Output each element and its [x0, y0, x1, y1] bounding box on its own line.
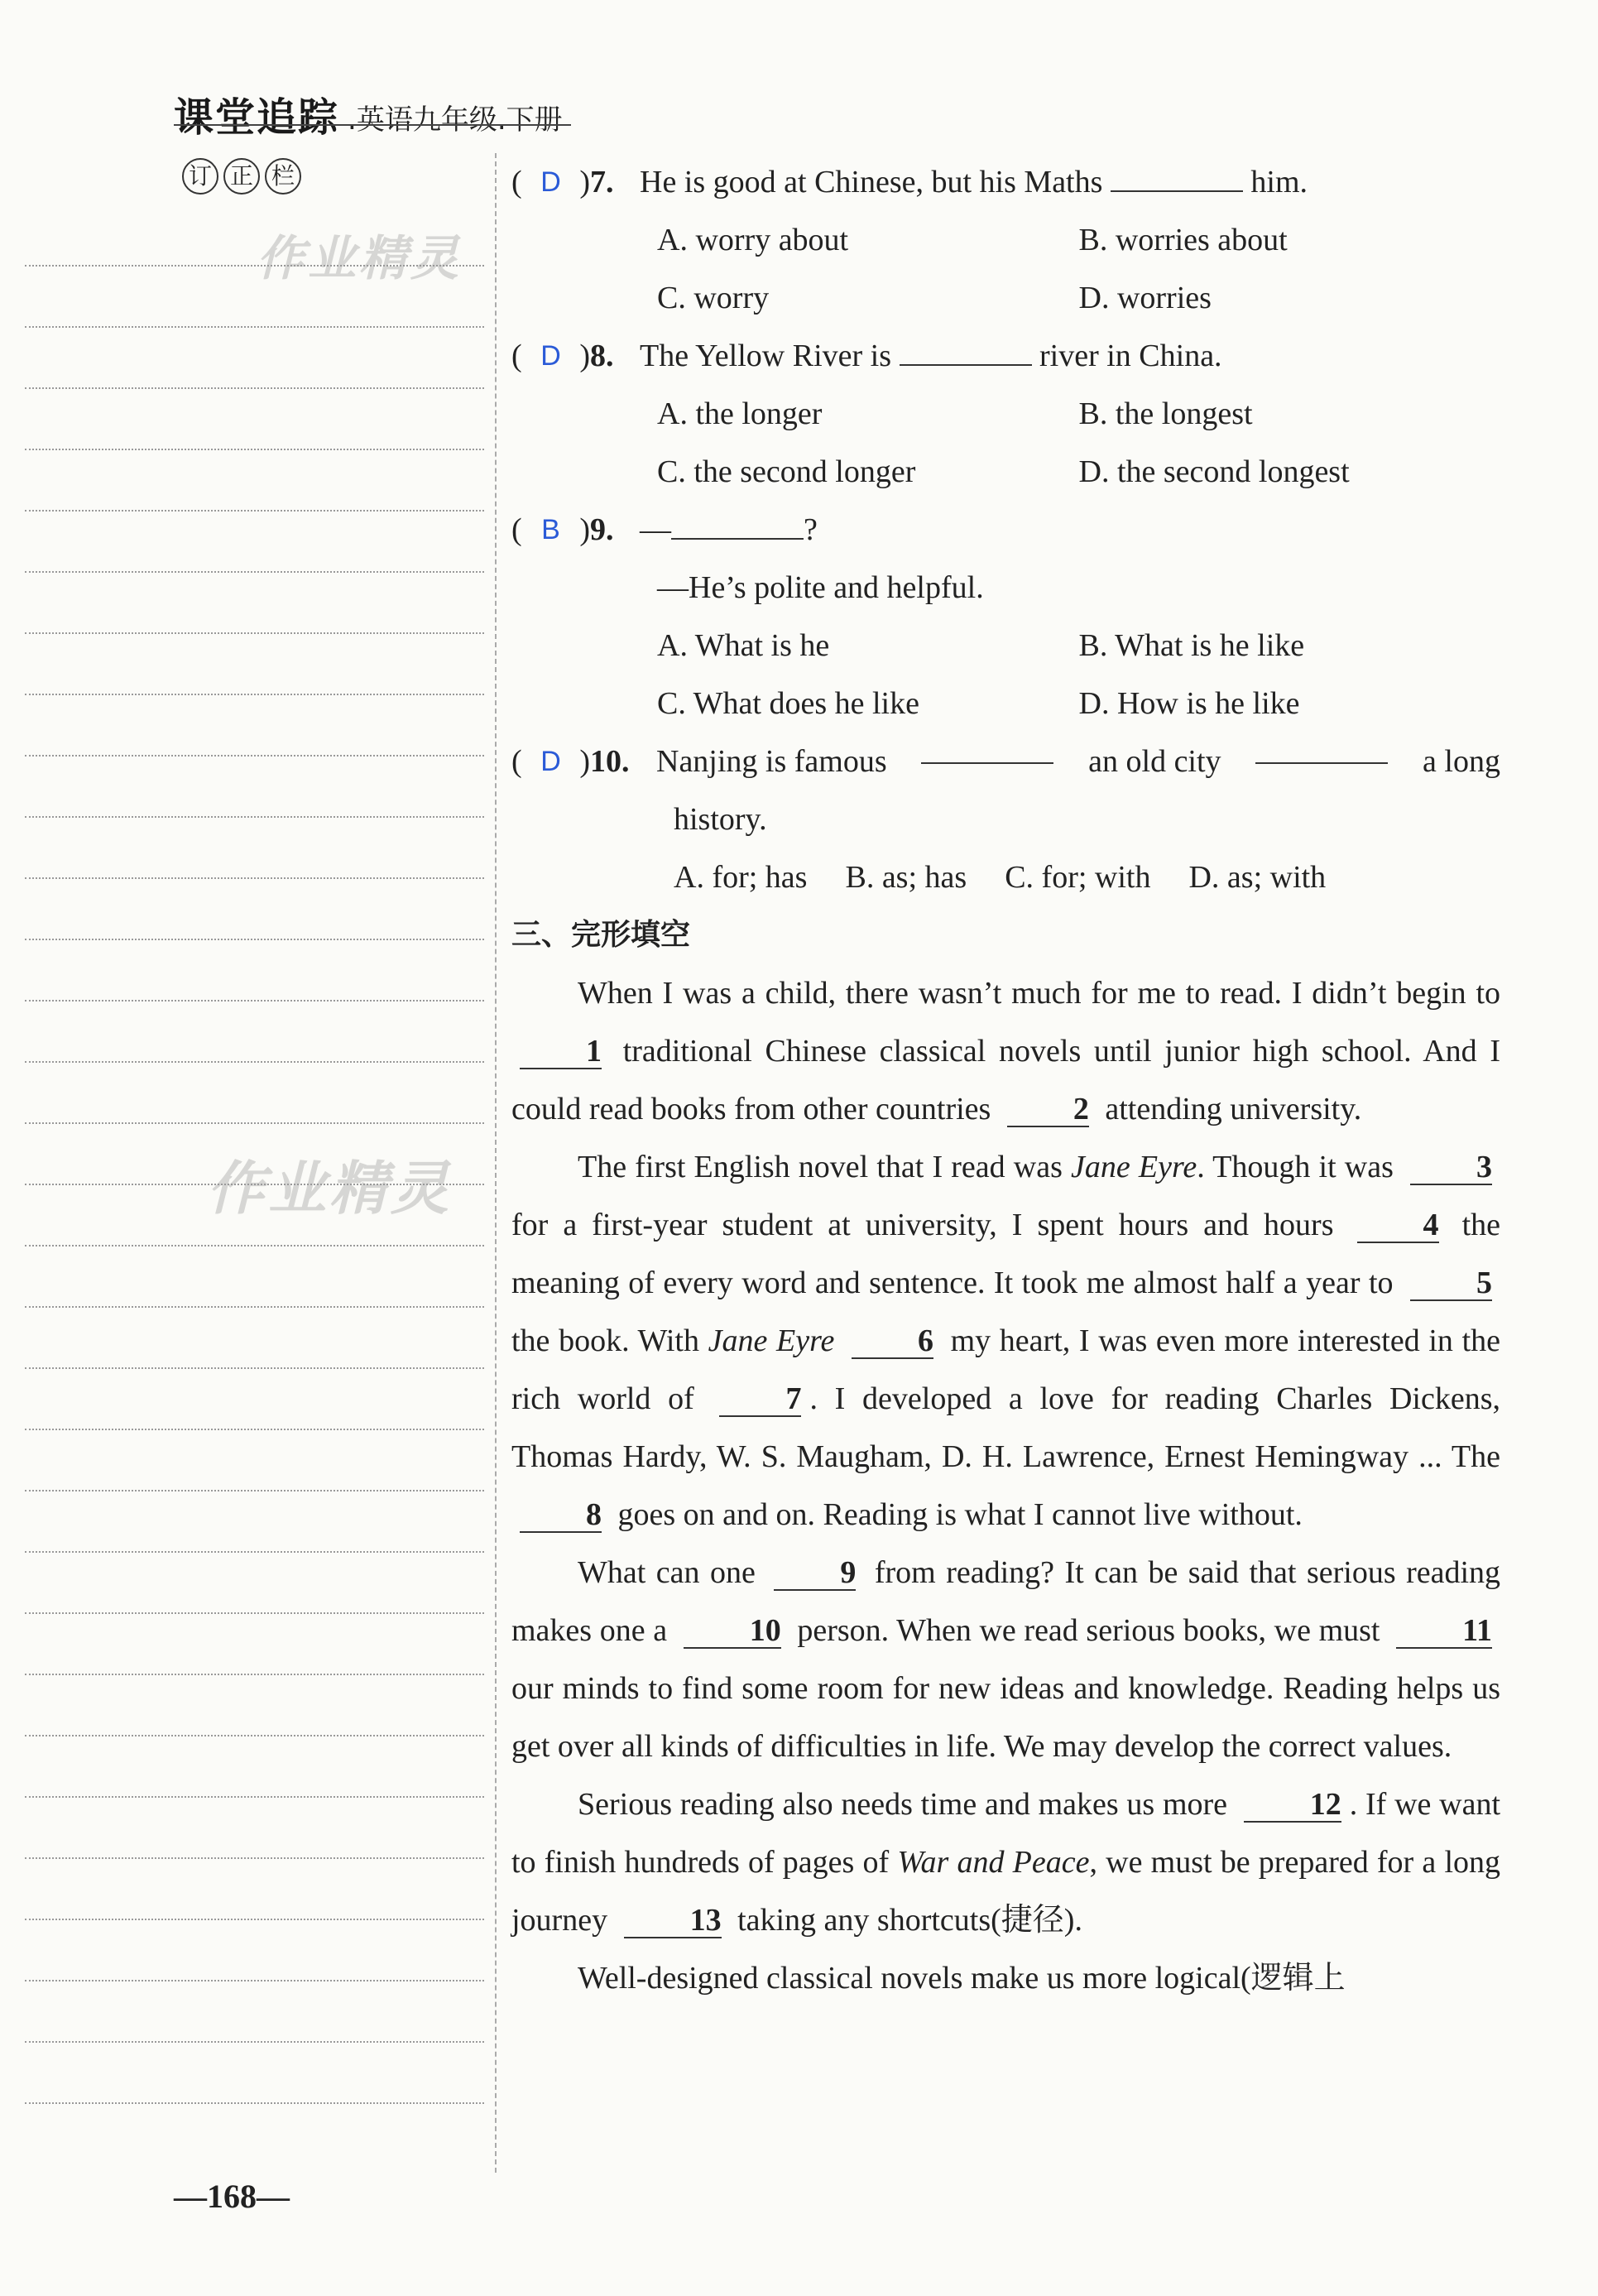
question-text — [640, 153, 1500, 211]
header-subtitle: .英语九年级.下册 — [348, 103, 563, 137]
sidebar-rule-line — [25, 816, 484, 818]
sidebar-rule-line — [25, 1245, 484, 1246]
sidebar-rule-line — [25, 1735, 484, 1736]
sidebar-rule-line — [25, 1980, 484, 1981]
watermark: 作业精灵 — [257, 230, 463, 286]
sidebar-rule-line — [25, 1306, 484, 1308]
sidebar-rule-line — [25, 1061, 484, 1063]
passage-text: When I was a child, there wasn’t much for me to read. I didn’t begin to — [578, 976, 1500, 1011]
sidebar-rule-line — [25, 449, 484, 450]
options-row — [511, 848, 1500, 906]
passage-text: goes on and on. Reading is what I cannot live without. — [617, 1497, 1303, 1532]
question-text-part: The Yellow River is — [640, 339, 900, 373]
sidebar-rule-line — [25, 694, 484, 695]
passage-text: taking any shortcuts(捷径). — [737, 1903, 1082, 1938]
passage-text: attending university. — [1105, 1092, 1362, 1126]
option-c: C. for; with — [1005, 860, 1151, 895]
options-row — [511, 385, 1500, 443]
passage-text: Serious reading also needs time and makes us more — [578, 1787, 1228, 1822]
sidebar-title-char: 订 — [182, 158, 218, 195]
answer-mark: B — [541, 514, 560, 545]
option-a: A. for; has — [674, 860, 808, 895]
passage-paragraph-4 — [511, 1775, 1500, 1949]
sidebar-title-char: 正 — [223, 158, 260, 195]
passage-paragraph-1 — [511, 964, 1500, 1138]
sidebar-rule-line — [25, 755, 484, 757]
options-row — [511, 443, 1500, 501]
passage-paragraph-2 — [511, 1138, 1500, 1544]
answer-bracket: ( D ) — [511, 153, 590, 211]
question-text-part: — — [640, 512, 671, 547]
question-text — [656, 733, 1500, 790]
question-text-part: him. — [1242, 165, 1308, 199]
cloze-blank: 2 — [1007, 1093, 1089, 1127]
cloze-blank: 9 — [774, 1556, 856, 1591]
sidebar-rule-line — [25, 1674, 484, 1675]
option-b: B. as; has — [845, 860, 967, 895]
passage-text: our minds to find some room for new ideas and knowledge. Reading helps us get over all kinds of difficulties in life. We may develop the correct values. — [511, 1671, 1500, 1764]
sidebar-rule-line — [25, 2041, 484, 2043]
passage-paragraph-3 — [511, 1544, 1500, 1775]
options-row — [511, 211, 1500, 269]
watermark: 作业精灵 — [207, 1155, 452, 1222]
main-content — [511, 153, 1500, 2007]
brand-logo: 课堂追踪 — [174, 94, 340, 141]
question-text-part: ? — [804, 512, 818, 547]
options-row — [511, 269, 1500, 327]
answer-mark: D — [540, 166, 561, 198]
sidebar-rule-line — [25, 1919, 484, 1920]
option-a: A. What is he — [657, 628, 830, 663]
question-text — [640, 327, 1500, 385]
option-c: C. worry — [657, 281, 770, 315]
sidebar-rule-line — [25, 877, 484, 879]
passage-text: . I developed a love for reading Charles Dickens, Thomas Hardy, W. S. Maugham, D. H. Lawrence, Ernest Hemingway ... The — [511, 1381, 1501, 1474]
sidebar-rule-line — [25, 1184, 484, 1185]
cloze-blank: 1 — [520, 1035, 602, 1069]
dialogue-reply: —He’s polite and helpful. — [657, 570, 984, 605]
sidebar-rule-line — [25, 265, 484, 267]
option-d: D. How is he like — [1078, 686, 1300, 721]
passage-text: from reading? It can be said that serious reading makes one a — [511, 1555, 1501, 1648]
question-number: 7. — [590, 165, 614, 199]
cloze-blank: 13 — [624, 1904, 722, 1938]
options-row — [511, 675, 1500, 733]
answer-blank — [921, 733, 1053, 764]
sidebar-rule-line — [25, 387, 484, 389]
option-c: C. What does he like — [657, 686, 919, 721]
passage-text: What can one — [578, 1555, 756, 1590]
passage-text: Well-designed classical novels make us more logical(逻辑上 — [578, 1961, 1346, 1996]
sidebar-rule-line — [25, 1367, 484, 1369]
option-c: C. the second longer — [657, 454, 916, 489]
book-title: War and Peace — [897, 1845, 1090, 1880]
sidebar-rule-line — [25, 2102, 484, 2104]
book-title: Jane Eyre — [1071, 1150, 1197, 1184]
column-divider — [495, 153, 497, 2173]
question-8 — [511, 327, 1500, 385]
question-10 — [511, 733, 1500, 790]
cloze-blank: 12 — [1244, 1788, 1341, 1823]
question-text-part: He is good at Chinese, but his Maths — [640, 165, 1111, 199]
question-number: 9. — [590, 512, 614, 547]
sidebar-rule-line — [25, 510, 484, 512]
header-rule — [174, 124, 571, 126]
passage-text: my heart, I was even more interested in the rich world of — [511, 1323, 1500, 1416]
question-text-part: a long — [1423, 744, 1500, 779]
question-7 — [511, 153, 1500, 211]
cloze-blank: 6 — [852, 1324, 933, 1359]
sidebar-rule-line — [25, 571, 484, 573]
sidebar-rule-line — [25, 939, 484, 940]
sidebar-rule-line — [25, 326, 484, 328]
option-a: A. worry about — [657, 223, 849, 257]
answer-blank — [1255, 733, 1388, 764]
cloze-blank: 7 — [719, 1382, 801, 1417]
question-text-part: history. — [674, 802, 767, 837]
cloze-blank: 3 — [1410, 1150, 1492, 1185]
sidebar-title — [182, 158, 301, 195]
question-9 — [511, 501, 1500, 559]
sidebar-title-char: 栏 — [265, 158, 301, 195]
dialogue-reply-row — [511, 559, 1500, 617]
answer-bracket: ( D ) — [511, 327, 590, 385]
question-number: 10. — [590, 744, 630, 779]
cloze-blank: 11 — [1396, 1614, 1492, 1649]
option-d: D. the second longest — [1078, 454, 1350, 489]
sidebar-rule-line — [25, 1551, 484, 1553]
question-text-part: Nanjing is famous — [656, 744, 887, 779]
sidebar-rule-line — [25, 1429, 484, 1430]
page-number: —168— — [174, 2178, 290, 2215]
answer-mark: D — [540, 746, 561, 777]
question-continuation — [511, 790, 1500, 848]
sidebar-rule-line — [25, 1857, 484, 1859]
option-d: D. as; with — [1188, 860, 1327, 895]
cloze-blank: 10 — [684, 1614, 781, 1649]
sidebar-rule-line — [25, 1000, 484, 1001]
sidebar-rule-line — [25, 1490, 484, 1491]
passage-paragraph-5 — [511, 1949, 1500, 2007]
question-text-part: river in China. — [1031, 339, 1222, 373]
passage-text: for a first-year student at university, I spent hours and hours — [511, 1208, 1334, 1242]
options-row — [511, 617, 1500, 675]
cloze-blank: 4 — [1357, 1208, 1439, 1243]
option-d: D. worries — [1078, 281, 1212, 315]
passage-text: The first English novel that I read was — [578, 1150, 1063, 1184]
passage-text: traditional Chinese classical novels until junior high school. And I could read books from other countries — [511, 1034, 1500, 1126]
correction-sidebar — [25, 153, 488, 2173]
answer-blank — [900, 334, 1032, 366]
cloze-blank: 8 — [520, 1498, 602, 1533]
answer-bracket: ( B ) — [511, 501, 590, 559]
sidebar-rule-line — [25, 1612, 484, 1614]
passage-text: . If we want to finish hundreds of pages of — [511, 1787, 1501, 1880]
cloze-blank: 5 — [1410, 1266, 1492, 1301]
option-b: B. the longest — [1078, 396, 1253, 431]
page-header — [174, 83, 563, 142]
answer-blank — [671, 508, 804, 540]
passage-text: . Though it was — [1197, 1150, 1394, 1184]
option-b: B. worries about — [1078, 223, 1288, 257]
question-number: 8. — [590, 339, 614, 373]
book-title: Jane Eyre — [708, 1323, 835, 1358]
sidebar-rule-line — [25, 1796, 484, 1798]
question-text-part: an old city — [1088, 744, 1221, 779]
answer-bracket: ( D ) — [511, 733, 590, 790]
option-b: B. What is he like — [1078, 628, 1305, 663]
passage-text: person. When we read serious books, we must — [797, 1613, 1380, 1648]
question-text — [640, 501, 1500, 559]
passage-text: the meaning of every word and sentence. It took me almost half a year to — [511, 1208, 1500, 1300]
answer-mark: D — [540, 340, 561, 372]
passage-text: the book. With — [511, 1323, 699, 1358]
passage-text: , we must be prepared for a long journey — [511, 1845, 1501, 1938]
sidebar-rule-line — [25, 1122, 484, 1124]
answer-blank — [1111, 161, 1243, 192]
sidebar-rule-line — [25, 632, 484, 634]
option-a: A. the longer — [657, 396, 823, 431]
section-title: 三、完形填空 — [511, 918, 691, 952]
